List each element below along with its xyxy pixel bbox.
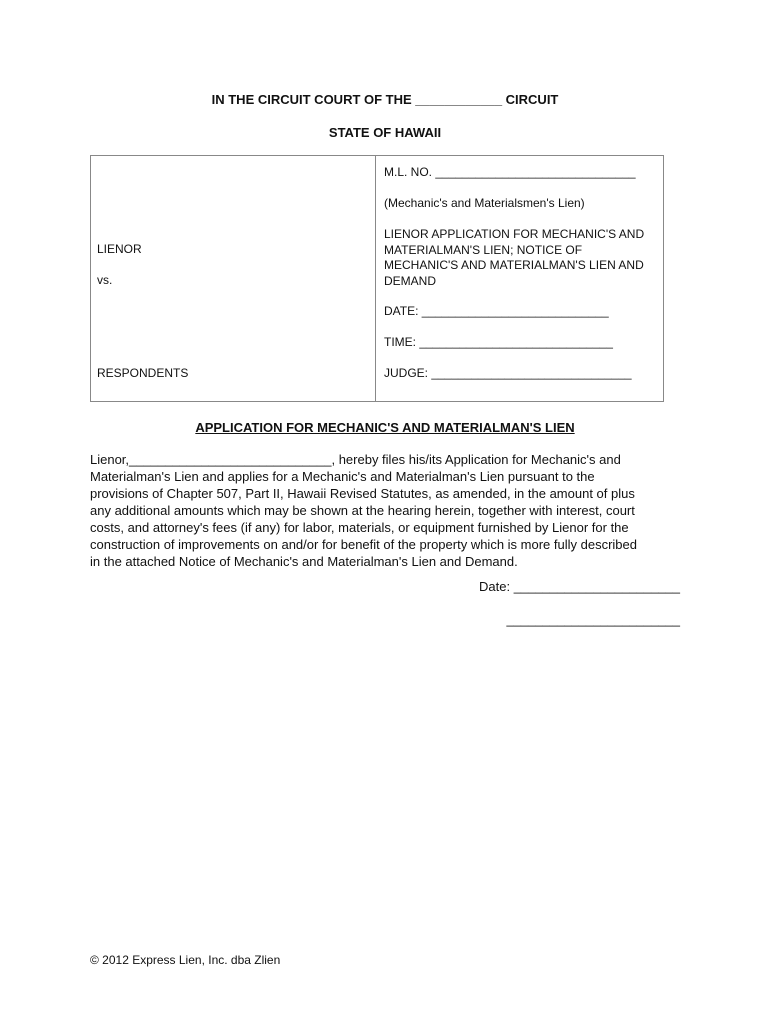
body-line: Lienor,____________________________, hereby files his/its Application for Mechanic's and [90,452,621,467]
copyright-footer: © 2012 Express Lien, Inc. dba Zlien [90,953,281,967]
hearing-date-field: DATE: ____________________________ [384,304,609,318]
application-title-line: LIENOR APPLICATION FOR MECHANIC'S AND [384,227,645,241]
hearing-time-field: TIME: _____________________________ [384,335,613,349]
body-line: any additional amounts which may be shown at the hearing herein, together with interest, court [90,503,635,518]
ml-number-field: M.L. NO. ______________________________ [384,165,636,179]
body-line: provisions of Chapter 507, Part II, Hawaii Revised Statutes, as amended, in the amount of plus [90,486,635,501]
application-title-line: DEMAND [384,273,437,288]
application-title-line: MATERIALMAN'S LIEN; NOTICE OF [384,242,583,257]
application-title-block [384,227,660,289]
lienor-label: LIENOR [97,242,142,256]
caption-divider [375,156,376,401]
state-title: STATE OF HAWAII [328,125,442,140]
lien-type-label: (Mechanic's and Materialsmen's Lien) [384,196,585,210]
body-line: in the attached Notice of Mechanic's and Materialman's Lien and Demand. [90,554,518,569]
body-line: Materialman's Lien and applies for a Mechanic's and Materialman's Lien pursuant to the [90,469,595,484]
court-title: IN THE CIRCUIT COURT OF THE ____________ CIRCUIT [211,92,559,107]
signature-line: ________________________ [506,612,680,627]
body-line: construction of improvements on and/or for benefit of the property which is more fully described [90,537,637,552]
application-heading: APPLICATION FOR MECHANIC'S AND MATERIALMAN'S LIEN [195,420,575,435]
respondents-label: RESPONDENTS [97,366,189,380]
vs-label: vs. [97,273,113,287]
signature-date-line: Date: _______________________ [479,579,680,594]
case-caption-box [90,155,664,402]
application-body [90,451,680,570]
application-title-line: MECHANIC'S AND MATERIALMAN'S LIEN AND [384,258,644,272]
judge-field: JUDGE: ______________________________ [384,366,632,380]
body-line: costs, and attorney's fees (if any) for labor, materials, or equipment furnished by Lienor for the [90,520,629,535]
